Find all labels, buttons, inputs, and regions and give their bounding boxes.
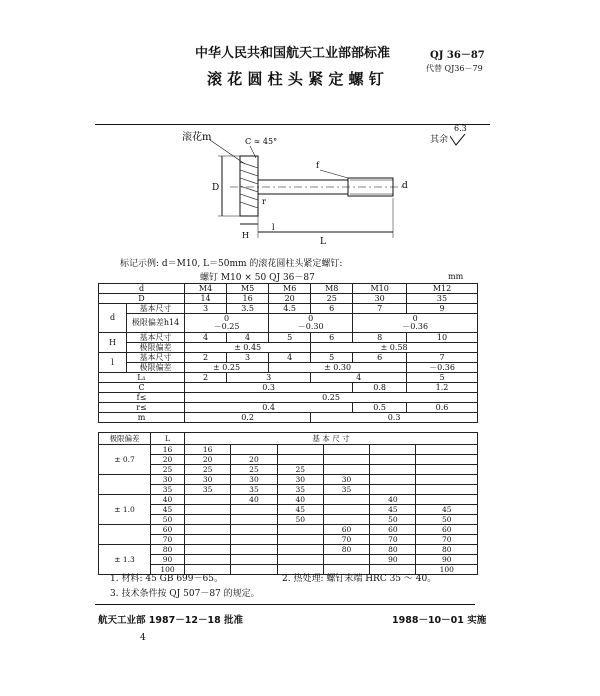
H-basic-cell: 5 — [269, 333, 311, 343]
size-cell: M6 — [269, 284, 311, 294]
length-value-cell: 25 — [277, 465, 323, 475]
D-cell: 30 — [353, 294, 407, 304]
length-value-cell: 70 — [416, 535, 478, 545]
r-cell: 0.4 — [185, 403, 353, 413]
D-cell: 35 — [407, 294, 478, 304]
table-row — [99, 343, 478, 353]
length-value-cell: 60 — [370, 525, 416, 535]
dim-L-label: L — [320, 237, 326, 247]
H-basic-cell: 10 — [407, 333, 478, 343]
table-row — [99, 465, 478, 475]
H-basic-cell: 8 — [353, 333, 407, 343]
table-row — [99, 284, 478, 294]
l-basic-cell: 7 — [407, 353, 478, 363]
length-L-cell: 70 — [151, 535, 185, 545]
length-value-cell — [231, 565, 277, 575]
table-row — [99, 333, 478, 343]
d-group-header: d — [99, 304, 127, 333]
length-L-cell: 60 — [151, 525, 185, 535]
length-value-cell — [323, 505, 369, 515]
C-header: C — [99, 383, 185, 393]
length-value-cell — [231, 515, 277, 525]
H-dev-cell: ± 0.45 — [185, 343, 311, 353]
note-material: 1. 材料: 45 GB 699－65。 — [110, 574, 223, 584]
length-table — [98, 432, 478, 575]
screw-drawing — [150, 128, 470, 248]
length-value-cell — [416, 475, 478, 485]
table-row — [99, 505, 478, 515]
L1-cell: 2 — [185, 373, 227, 383]
length-value-cell — [323, 455, 369, 465]
d-basic-cell: 7 — [353, 304, 407, 314]
l-dev-cell: －0.36 — [407, 363, 478, 373]
length-value-cell — [416, 455, 478, 465]
l-basic-label: 基本尺寸 — [127, 353, 185, 363]
d-dev-cell — [185, 314, 269, 333]
d-basic-cell: 4.5 — [269, 304, 311, 314]
C-cell: 0.8 — [353, 383, 407, 393]
length-dev-cell: ± 1.0 — [99, 495, 151, 525]
note-technical-conditions: 3. 技术条件按 QJ 507－87 的规定。 — [110, 589, 260, 599]
table-row — [99, 555, 478, 565]
f-cell: 0.25 — [185, 393, 478, 403]
d-dev-upper: 0 — [224, 314, 230, 323]
roughness-value: 6.3 — [454, 124, 467, 133]
m-cell: 0.2 — [185, 413, 311, 423]
table-row — [99, 433, 478, 445]
roughness-rest: 其余 — [430, 135, 449, 145]
page-number: 4 — [140, 633, 146, 643]
C-cell: 0.3 — [185, 383, 353, 393]
d-dev-cell — [353, 314, 478, 333]
table-row — [99, 545, 478, 555]
l-dev-cell: ± 0.25 — [185, 363, 269, 373]
table-row — [99, 535, 478, 545]
unit-label: mm — [448, 272, 464, 281]
length-value-cell — [277, 445, 323, 455]
length-value-cell: 40 — [370, 495, 416, 505]
length-L-cell: 16 — [151, 445, 185, 455]
basic-size-header: 基 本 尺 寸 — [185, 433, 478, 445]
table-row — [99, 294, 478, 304]
length-value-cell: 80 — [416, 545, 478, 555]
r-cell: 0.5 — [353, 403, 407, 413]
table-row — [99, 445, 478, 455]
table-row — [99, 363, 478, 373]
table-row — [99, 525, 478, 535]
length-value-cell — [323, 555, 369, 565]
d-dev-cell — [269, 314, 353, 333]
l-group-header: l — [99, 353, 127, 373]
length-value-cell — [323, 465, 369, 475]
length-dev-cell — [99, 525, 151, 545]
H-basic-cell: 4 — [185, 333, 227, 343]
l-dev-label: 极限偏差 — [127, 363, 185, 373]
replaces-code: 代替 QJ36－79 — [426, 64, 483, 73]
length-value-cell: 30 — [185, 475, 231, 485]
length-value-cell: 80 — [370, 545, 416, 555]
chamfer-label: C ≈ 45° — [245, 137, 278, 146]
d-basic-cell: 9 — [407, 304, 478, 314]
table-row — [99, 353, 478, 363]
L-header: L — [151, 433, 185, 445]
table-row — [99, 314, 478, 333]
size-cell: M10 — [353, 284, 407, 294]
table-row — [99, 455, 478, 465]
length-dev-cell: ± 1.3 — [99, 545, 151, 575]
length-value-cell: 50 — [370, 515, 416, 525]
length-value-cell — [416, 465, 478, 475]
length-value-cell — [370, 465, 416, 475]
length-L-cell: 25 — [151, 465, 185, 475]
H-basic-cell: 6 — [311, 333, 353, 343]
d-basic-cell: 3 — [185, 304, 227, 314]
length-value-cell: 90 — [370, 555, 416, 565]
length-L-cell: 40 — [151, 495, 185, 505]
standard-authority: 中华人民共和国航天工业部部标准 — [195, 46, 391, 61]
table-row — [99, 495, 478, 505]
length-value-cell — [323, 445, 369, 455]
D-cell: 25 — [311, 294, 353, 304]
d-dev-upper: 0 — [308, 314, 314, 323]
standard-code: QJ 36－87 — [430, 50, 485, 61]
d-dev-lower: －0.30 — [297, 322, 324, 331]
length-value-cell — [416, 445, 478, 455]
H-dev-cell: ± 0.58 — [311, 343, 478, 353]
length-value-cell — [231, 545, 277, 555]
length-value-cell — [277, 555, 323, 565]
length-value-cell — [277, 525, 323, 535]
dim-l-label: l — [272, 223, 275, 232]
bottom-rule — [95, 604, 475, 605]
L1-cell: 3 — [227, 373, 311, 383]
length-value-cell: 50 — [416, 515, 478, 525]
length-value-cell: 30 — [323, 475, 369, 485]
length-value-cell — [231, 535, 277, 545]
length-value-cell: 60 — [416, 525, 478, 535]
length-value-cell: 20 — [185, 455, 231, 465]
r-header: r≤ — [99, 403, 185, 413]
length-value-cell: 40 — [231, 495, 277, 505]
r-cell: 0.6 — [407, 403, 478, 413]
size-cell: M12 — [407, 284, 478, 294]
length-value-cell: 25 — [231, 465, 277, 475]
length-L-cell: 80 — [151, 545, 185, 555]
marking-example-line2: 螺钉 M10 × 50 QJ 36－87 — [200, 273, 315, 283]
length-value-cell — [416, 485, 478, 495]
size-cell: M4 — [185, 284, 227, 294]
length-value-cell — [277, 535, 323, 545]
d-dev-upper: 0 — [412, 314, 418, 323]
length-value-cell — [416, 495, 478, 505]
d-dev-lower: －0.25 — [213, 322, 240, 331]
d-basic-cell: 3.5 — [227, 304, 269, 314]
length-value-cell — [370, 455, 416, 465]
roughness-symbol-icon — [450, 134, 466, 146]
L1-cell: 4 — [311, 373, 407, 383]
L1-header: L₁ — [99, 373, 185, 383]
l-basic-cell: 3 — [227, 353, 269, 363]
length-value-cell — [231, 525, 277, 535]
size-header: d — [99, 284, 185, 294]
approval-date: 航天工业部 1987－12－18 批准 — [98, 615, 243, 626]
length-value-cell — [323, 495, 369, 505]
D-cell: 20 — [269, 294, 311, 304]
length-value-cell: 30 — [277, 475, 323, 485]
length-L-cell: 20 — [151, 455, 185, 465]
length-L-cell: 100 — [151, 565, 185, 575]
length-value-cell — [185, 515, 231, 525]
l-basic-cell: 6 — [353, 353, 407, 363]
d-dev-label: 极限偏差h14 — [127, 314, 185, 333]
top-rule — [95, 124, 490, 125]
spec-table — [98, 283, 478, 423]
C-cell: 1.2 — [407, 383, 478, 393]
m-header: m — [99, 413, 185, 423]
length-value-cell — [185, 535, 231, 545]
length-value-cell: 30 — [231, 475, 277, 485]
table-row — [99, 373, 478, 383]
length-value-cell: 35 — [323, 485, 369, 495]
length-value-cell — [370, 485, 416, 495]
length-value-cell: 60 — [323, 525, 369, 535]
length-value-cell: 50 — [277, 515, 323, 525]
length-value-cell: 45 — [277, 505, 323, 515]
length-value-cell: 45 — [416, 505, 478, 515]
H-group-header: H — [99, 333, 127, 353]
length-dev-cell: ± 0.7 — [99, 445, 151, 475]
length-value-cell: 20 — [231, 455, 277, 465]
f-header: f≤ — [99, 393, 185, 403]
l-basic-cell: 2 — [185, 353, 227, 363]
table-row — [99, 485, 478, 495]
length-value-cell — [323, 515, 369, 525]
table-row — [99, 393, 478, 403]
effective-date: 1988－10－01 实施 — [392, 615, 487, 626]
table-row — [99, 515, 478, 525]
length-value-cell: 35 — [231, 485, 277, 495]
length-value-cell — [185, 505, 231, 515]
size-cell: M8 — [311, 284, 353, 294]
table-row — [99, 383, 478, 393]
table-row — [99, 403, 478, 413]
length-L-cell: 30 — [151, 475, 185, 485]
m-cell: 0.3 — [311, 413, 478, 423]
length-L-cell: 45 — [151, 505, 185, 515]
H-basic-cell: 4 — [227, 333, 269, 343]
H-dev-label: 极限偏差 — [127, 343, 185, 353]
length-value-cell — [277, 545, 323, 555]
length-value-cell: 35 — [277, 485, 323, 495]
D-header: D — [99, 294, 185, 304]
note-heat-treatment: 2. 热处理: 螺钉末端 HRC 35 ～ 40。 — [282, 574, 437, 584]
dev-header: 极限偏差 — [99, 433, 151, 445]
length-value-cell — [277, 455, 323, 465]
d-basic-label: 基本尺寸 — [127, 304, 185, 314]
l-basic-cell: 4 — [269, 353, 311, 363]
length-value-cell: 80 — [323, 545, 369, 555]
length-L-cell: 35 — [151, 485, 185, 495]
length-value-cell — [370, 475, 416, 485]
l-dev-cell: ± 0.30 — [269, 363, 407, 373]
table-row — [99, 475, 478, 485]
length-value-cell — [231, 555, 277, 565]
dim-H-label: H — [242, 231, 249, 240]
table-row — [99, 413, 478, 423]
size-cell: M5 — [227, 284, 269, 294]
knurl-pattern — [240, 162, 258, 208]
length-dev-cell — [99, 475, 151, 495]
l-basic-cell: 5 — [311, 353, 353, 363]
length-value-cell: 90 — [416, 555, 478, 565]
length-L-cell: 90 — [151, 555, 185, 565]
dim-r-label: r — [262, 197, 266, 206]
knurl-label: 滚花m — [182, 132, 212, 143]
length-value-cell — [231, 445, 277, 455]
length-value-cell: 16 — [185, 445, 231, 455]
length-value-cell — [185, 525, 231, 535]
length-value-cell: 40 — [277, 495, 323, 505]
D-cell: 16 — [227, 294, 269, 304]
length-value-cell — [185, 495, 231, 505]
table-row — [99, 304, 478, 314]
length-value-cell — [231, 505, 277, 515]
L1-cell: 5 — [407, 373, 478, 383]
marking-example-line1: 标记示例: d＝M10, L＝50mm 的滚花圆柱头紧定螺钉: — [120, 259, 343, 269]
length-value-cell — [185, 555, 231, 565]
length-value-cell: 25 — [185, 465, 231, 475]
length-value-cell: 70 — [370, 535, 416, 545]
dim-D-label: D — [212, 183, 220, 193]
screw-shank — [258, 180, 348, 194]
length-value-cell — [185, 545, 231, 555]
length-value-cell: 70 — [323, 535, 369, 545]
length-L-cell: 50 — [151, 515, 185, 525]
length-value-cell: 45 — [370, 505, 416, 515]
d-dev-lower: －0.36 — [402, 322, 429, 331]
page-title: 滚 花 圆 柱 头 紧 定 螺 钉 — [207, 70, 384, 88]
length-value-cell: 35 — [185, 485, 231, 495]
length-value-cell — [370, 445, 416, 455]
dim-d-label: d — [402, 181, 408, 191]
dim-f-label: f — [316, 161, 319, 170]
D-cell: 14 — [185, 294, 227, 304]
length-value-cell: 100 — [416, 565, 478, 575]
d-basic-cell: 6 — [311, 304, 353, 314]
H-basic-label: 基本尺寸 — [127, 333, 185, 343]
